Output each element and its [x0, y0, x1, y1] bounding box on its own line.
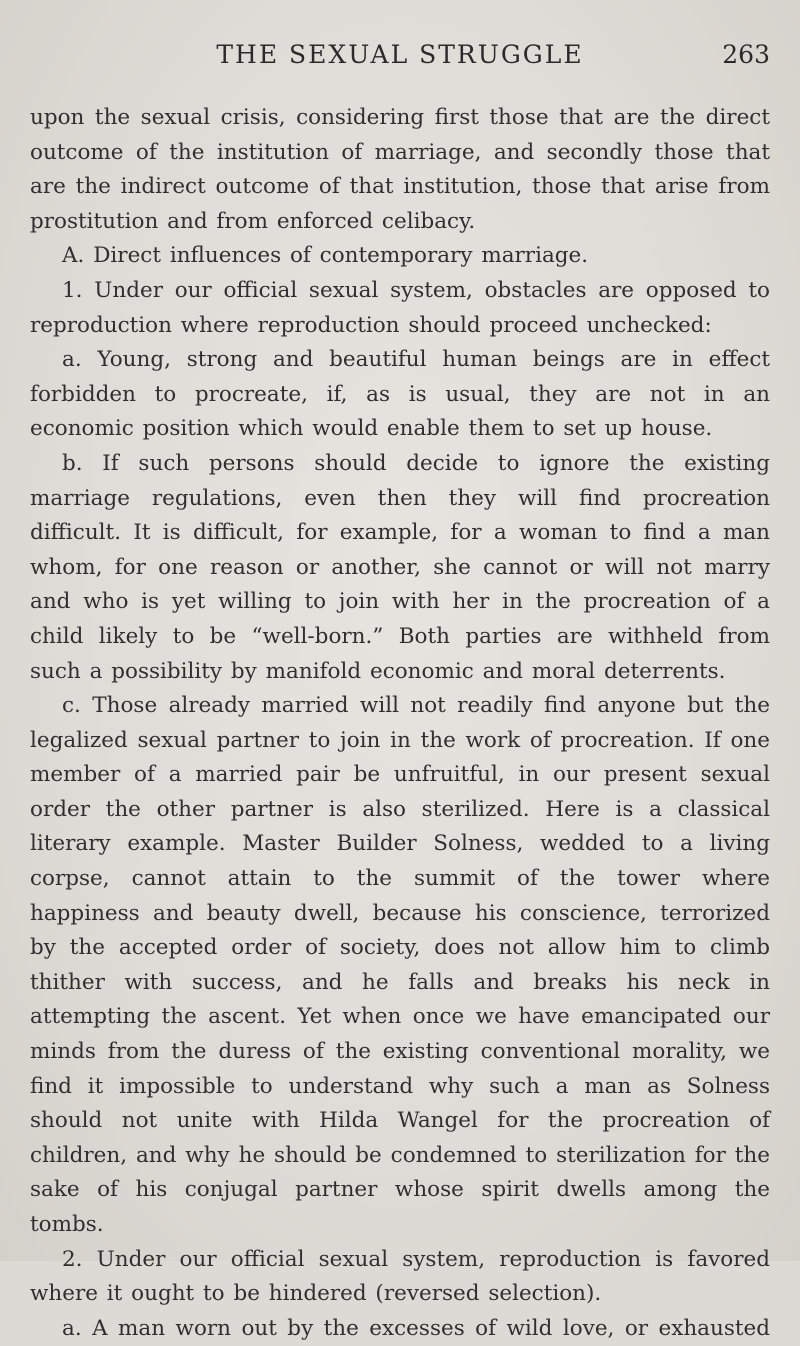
body-text: [30, 101, 770, 1346]
page-number: 263: [722, 40, 770, 69]
paragraph-point-1: 1. Under our official sexual system, obstacles are opposed to reproduction where reproduction should proceed unchecked:: [30, 277, 770, 338]
paragraph-point-1c: c. Those already married will not readily find anyone but the legalized sexual partner to join in the work of procreation. If one member of a married pair be unfruitful, in our present sexual order the other partner is also sterilized. Here is a classical literary example. Master Builder Solness, wedded to a living corpse, cannot attain to the summit of the tower where happiness and beauty dwell, because his conscience, terrorized by the accepted order of society, does not allow him to climb thither with success, and he falls and breaks his neck in attempting the ascent. Yet when once we have emancipated our minds from the duress of the existing conventional morality, we find it impossible to understand why such a man as Solness should not unite with Hilda Wangel for the procreation of children, and why he should be condemned to sterilization for the sake of his conjugal partner whose spirit dwells among the tombs.: [30, 693, 770, 1237]
paragraph-point-1a: a. Young, strong and beautiful human beings are in effect forbidden to procreate, if, as is usual, they are not in an economic position which would enable them to set up house.: [30, 347, 770, 442]
paragraph-point-2a: a. A man worn out by the excesses of wild love, or exhausted: [62, 1315, 770, 1341]
paragraph-continuation: upon the sexual crisis, considering first those that are the direct outcome of the institution of marriage, and secondly those that are the indirect outcome of that institution, those that arise from prostitution and from enforced celibacy.: [30, 105, 770, 234]
page-header: [0, 40, 800, 80]
paragraph-point-1b: b. If such persons should decide to ignore the existing marriage regulations, even then they will find procreation difficult. It is difficult, for example, for a woman to find a man whom, for one reason or another, she cannot or will not marry and who is yet willing to join with her in the procreation of a child likely to be “well-born.” Both parties are withheld from such a possibility by manifold economic and moral deterrents.: [30, 450, 770, 684]
paragraph-point-2: 2. Under our official sexual system, reproduction is favored where it ought to be hindered (reversed selection).: [30, 1246, 770, 1307]
running-title: THE SEXUAL STRUGGLE: [216, 40, 584, 69]
section-heading-a: A. Direct influences of contemporary marriage.: [62, 243, 589, 269]
